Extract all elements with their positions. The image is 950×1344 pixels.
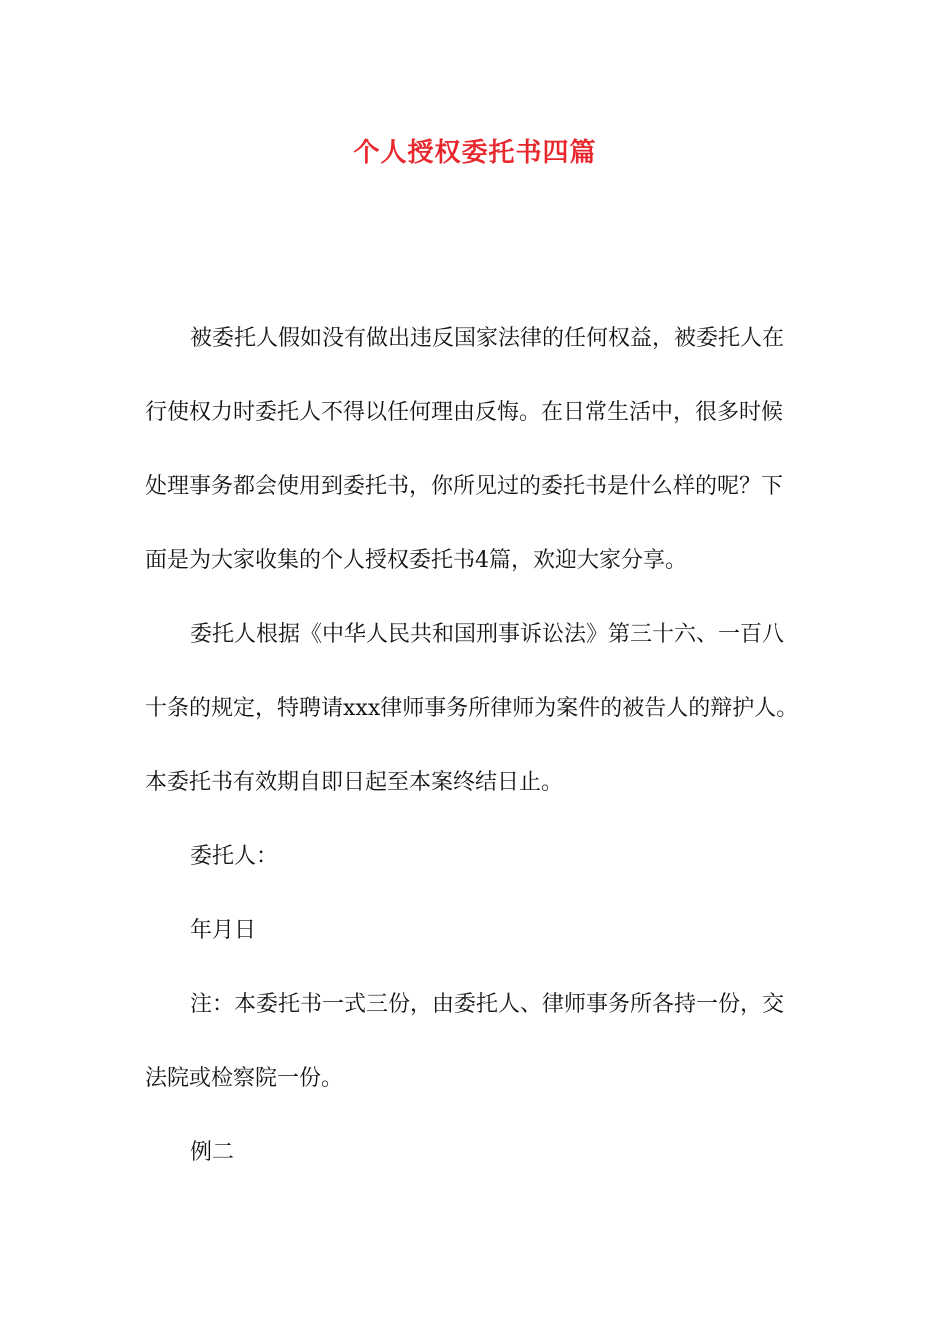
date-line [145,894,835,968]
example-one-paragraph [145,598,835,820]
example-one-line-2: 十条的规定，特聘请xxx律师事务所律师为案件的被告人的辩护人。 [145,696,799,721]
document-body [145,302,835,1190]
example-two-label: 例二 [190,1140,235,1165]
intro-line-3: 处理事务都会使用到委托书，你所见过的委托书是什么样的呢？下 [145,474,784,499]
example-one-line-1: 委托人根据《中华人民共和国刑事诉讼法》第三十六、一百八 [190,622,785,647]
intro-paragraph [145,302,835,598]
intro-line-4: 面是为大家收集的个人授权委托书4篇，欢迎大家分享。 [145,548,687,573]
note-paragraph [145,968,835,1116]
principal-label: 委托人： [190,844,279,869]
document-title: 个人授权委托书四篇 [353,138,597,168]
example-one-line-3: 本委托书有效期自即日起至本案终结日止。 [145,770,564,795]
date-label: 年月日 [190,918,257,943]
example-two-heading [145,1116,835,1190]
intro-line-1: 被委托人假如没有做出违反国家法律的任何权益，被委托人在 [190,326,785,351]
intro-line-2: 行使权力时委托人不得以任何理由反悔。在日常生活中，很多时候 [145,400,784,425]
note-line-1: 注：本委托书一式三份，由委托人、律师事务所各持一份，交 [190,992,785,1017]
principal-signature-line [145,820,835,894]
note-line-2: 法院或检察院一份。 [145,1066,344,1091]
